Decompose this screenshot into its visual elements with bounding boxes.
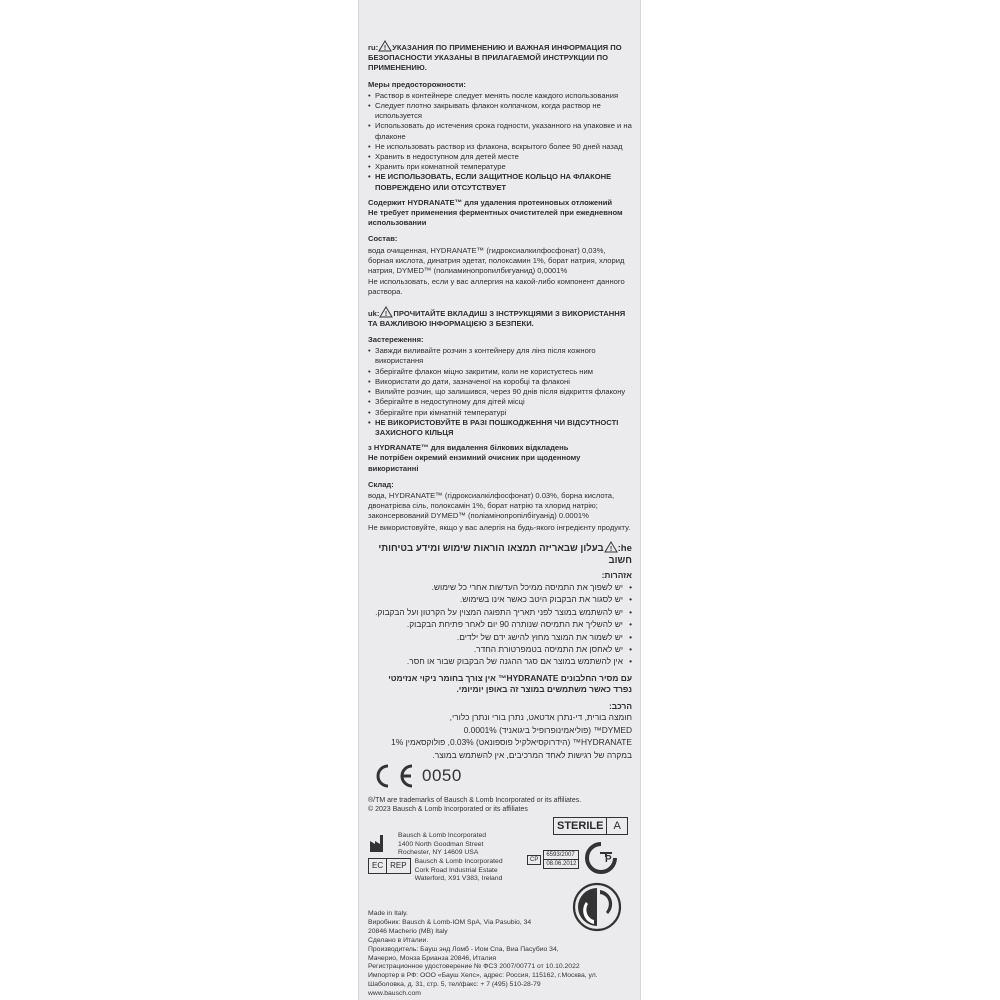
sterile-symbol (553, 817, 628, 835)
he-composition-title: הרכב: (608, 700, 632, 711)
list-item: • Хранить в недоступном для детей месте (368, 152, 632, 162)
ec-rep-info (368, 858, 503, 884)
manufacturer-line: Rochester, NY 14609 USA (398, 849, 479, 857)
ru-lang-code: ru: (368, 43, 379, 52)
uk-heading (368, 306, 632, 329)
sterile-label: STERILE (557, 820, 604, 832)
cert-date: 08.06.2012 (546, 861, 577, 867)
rep-label: REP (387, 858, 410, 874)
ce-mark (368, 764, 462, 788)
manufacturer-line: 1400 North Goodman Street (398, 840, 484, 848)
uk-precautions-list (368, 346, 632, 438)
ru-heading-text: УКАЗАНИЯ ПО ПРИМЕНЕНИЮ И ВАЖНАЯ ИНФОРМАЦИЯ ПО БЕЗОПАСНОСТИ УКАЗАНЫ В ПРИЛАГАЕМОЙ ИНСТРУКЦИИ ПО ПРИМЕНЕНИЮ. (368, 43, 622, 73)
list-item: • אין להשתמש במוצר אם סגר ההגנה של הבקבוק שבור או חסר. (368, 655, 632, 667)
trademark-notice (368, 796, 638, 814)
svg-text:!: ! (383, 45, 387, 52)
cert-number: 6593/2007 (546, 852, 575, 858)
list-item: • Хранить при комнатной температуре (368, 162, 632, 172)
warning-icon (604, 541, 618, 553)
footer-line: 20846 Macherio (MB) Italy (368, 927, 448, 935)
ru-allergy: Не использовать, если у вас аллергия на какой-либо компонент данного раствора. (368, 277, 625, 297)
footer-line: Made in Italy. (368, 910, 408, 917)
ec-rep-line: Waterford, X91 V383, Ireland (414, 875, 503, 883)
list-item: • יש להשליך את התמיסה שנותרה 90 יום לאחר פתיחת הבקבוק. (368, 618, 632, 630)
manufacturer-footer (368, 910, 638, 999)
he-composition-line: חומצה בורית, די-נתרן אדטאט, נתרן בורי ונתרן כלורי, (449, 711, 632, 722)
manufacturer-line: Bausch & Lomb Incorporated (398, 832, 487, 839)
ru-composition: вода очищенная, HYDRANATE™ (гидроксиалкилфосфонат) 0,03%, борная кислота, динатрия эдетат, полоксамин 1%, борат натрия, хлорид натрия, DYMED™ (полиаминопропилбигуанид) 0,0001% (368, 245, 625, 276)
sterile-method: A (606, 818, 626, 834)
uk-claims: з HYDRANATE™ для видалення білкових відкладень Не потрібен окремий ензимний очисник при щоденному використанні (368, 443, 581, 473)
list-item: • Вилийте розчин, що залишився, через 90 днів після відкриття флакону (368, 387, 632, 397)
footer-line: Импортер в РФ: ООО «Бауш Хелс», адрес: Россия, 115162, г.Москва, ул. (368, 972, 598, 980)
uk-precautions-title: Застереження: (368, 335, 424, 345)
list-item: • Зберігайте при кімнатній температурі (368, 408, 632, 418)
he-composition-line: HYDRANATE™ (הידרוקסיאלקיל פוספונאט) 0.03%, פולוקסאמין 1% (391, 737, 632, 748)
trademark-line: ®/TM are trademarks of Bausch & Lomb Incorporated or its affiliates. (368, 797, 582, 804)
warning-icon (379, 306, 393, 318)
list-item: • Зберігайте в недоступному для дітей місці (368, 397, 632, 407)
ce-logo-icon (368, 764, 416, 788)
he-claims: עם מסיר החלבונים HYDRANATE™ אין צורך בחומר ניקוי אנזימטי נפרד כאשר משתמשים במוצר זה באופן יומיומי. (388, 672, 632, 694)
ec-label: EC (368, 858, 387, 874)
footer-line: Производитель: Бауш энд Ломб - Иом Спа, Виа Пасубио 34, (368, 945, 559, 953)
svg-text:!: ! (609, 545, 612, 553)
list-item: • יש לשפוך את התמיסה ממיכל העדשות אחרי כל שימוש. (368, 581, 632, 593)
list-item: • Следует плотно закрывать флакон колпачком, когда раствор не используется (368, 101, 632, 121)
website-link[interactable]: www.bausch.com (368, 990, 421, 998)
he-heading (368, 541, 632, 568)
list-item: • יש להשתמש במוצר לפני תאריך התפוגה המצוין על הקרטון ועל הבקבוק. (368, 606, 632, 618)
uk-composition: вода, HYDRANATE™ (гідроксиалкілфосфонат) 0.03%, борна кислота, двонатрієва сіль, полоксамін 1%, борат натрію та хлорид натрію; законсервований DYMED™ (поліамінопропілбігуанід) 0.0001% (368, 490, 615, 521)
list-item: • יש לסגור את הבקבוק היטב כאשר אינו בשימוש. (368, 593, 632, 605)
svg-text:!: ! (385, 310, 388, 318)
manufacturer-info (368, 832, 486, 858)
ru-claims: Содержит HYDRANATE™ для удаления протеиновых отложений Не требует применения ферментных очистителей при ежедневном использовании (368, 197, 623, 228)
svg-text:P: P (605, 854, 612, 865)
he-section (368, 541, 632, 762)
ru-composition-title: Состав: (368, 234, 398, 244)
list-item: • НЕ ИСПОЛЬЗОВАТЬ, ЕСЛИ ЗАЩИТНОЕ КОЛЬЦО НА ФЛАКОНЕ ПОВРЕЖДЕНО ИЛИ ОТСУТСТВУЕТ (368, 172, 632, 192)
he-composition-line: DYMED™ (פוליאמינופרופיל ביגואניד) 0.0001% (463, 724, 632, 735)
list-item: • Использовать до истечения срока годности, указанного на упаковке и на флаконе (368, 121, 632, 141)
uk-composition-title: Склад: (368, 479, 394, 489)
copyright-line: © 2023 Bausch & Lomb Incorporated or its affiliates (368, 806, 528, 813)
cert-label: CP (527, 855, 541, 865)
ec-rep-line: Cork Road Industrial Estate (414, 866, 498, 874)
he-heading-text: בעלון שבאריזה תמצאו הוראות שימוש ומידע בטיחותי חשוב (378, 542, 632, 567)
list-item: • יש לשמור את המוצר מחוץ להישג ידם של ילדים. (368, 631, 632, 643)
he-allergy: במקרה של רגישות לאחד המרכיבים, אין להשתמש במוצר. (432, 749, 632, 760)
list-item: • Раствор в контейнере следует менять после каждого использования (368, 91, 632, 101)
ec-rep-line: Bausch & Lomb Incorporated (414, 858, 503, 865)
footer-line: Сделано в Италии. (368, 936, 429, 944)
footer-line: Шаболовка, д. 31, стр. 5, тел/факс: + 7 (495) 510-28-79 (368, 981, 541, 989)
he-precautions-list (368, 581, 632, 668)
ec-rep-symbol (368, 858, 411, 874)
notified-body-number: 0050 (422, 766, 462, 785)
he-lang-code: he: (617, 542, 632, 554)
factory-icon (368, 832, 390, 854)
certificate-box (527, 850, 579, 869)
he-precautions-title: אזהרות: (601, 569, 632, 580)
footer-line: Регистрационное удостоверение № ФСЗ 2007/00771 от 10.10.2022 (368, 963, 580, 971)
ru-heading (368, 40, 632, 74)
ru-precautions-list (368, 91, 632, 193)
list-item: • Використати до дати, зазначеної на коробці та флаконі (368, 377, 632, 387)
rst-certification-icon (584, 841, 618, 875)
list-item: • НЕ ВИКОРИСТОВУЙТЕ В РАЗІ ПОШКОДЖЕННЯ ЧИ ВІДСУТНОСТІ ЗАХИСНОГО КІЛЬЦЯ (368, 418, 632, 438)
warning-icon (378, 40, 392, 52)
uk-heading-text: ПРОЧИТАЙТЕ ВКЛАДИШ З ІНСТРУКЦІЯМИ З ВИКОРИСТАННЯ ТА ВАЖЛИВОЮ ІНФОРМАЦІЄЮ З БЕЗПЕКИ. (368, 308, 626, 328)
list-item: • Завжди виливайте розчин з контейнеру для лінз після кожного використання (368, 346, 632, 366)
footer-line: Виробник: Bausch & Lomb-IOM SpA, Via Pasubio, 34 (368, 918, 532, 926)
label-content (368, 40, 632, 762)
ru-precautions-title: Меры предосторожности: (368, 79, 466, 89)
list-item: • Не использовать раствор из флакона, вскрытого более 90 дней назад (368, 142, 632, 152)
list-item: • יש לאחסן את התמיסה בטמפרטורת החדר. (368, 643, 632, 655)
uk-lang-code: uk: (368, 308, 380, 318)
list-item: • Зберігайте флакон міцно закритим, коли не користуєтесь ним (368, 367, 632, 377)
uk-allergy: Не використовуйте, якщо у вас алергія на будь-якого інгредієнту продукту. (368, 522, 631, 532)
footer-line: Мачерио, Монза Брианза 20846, Италия (368, 954, 497, 962)
